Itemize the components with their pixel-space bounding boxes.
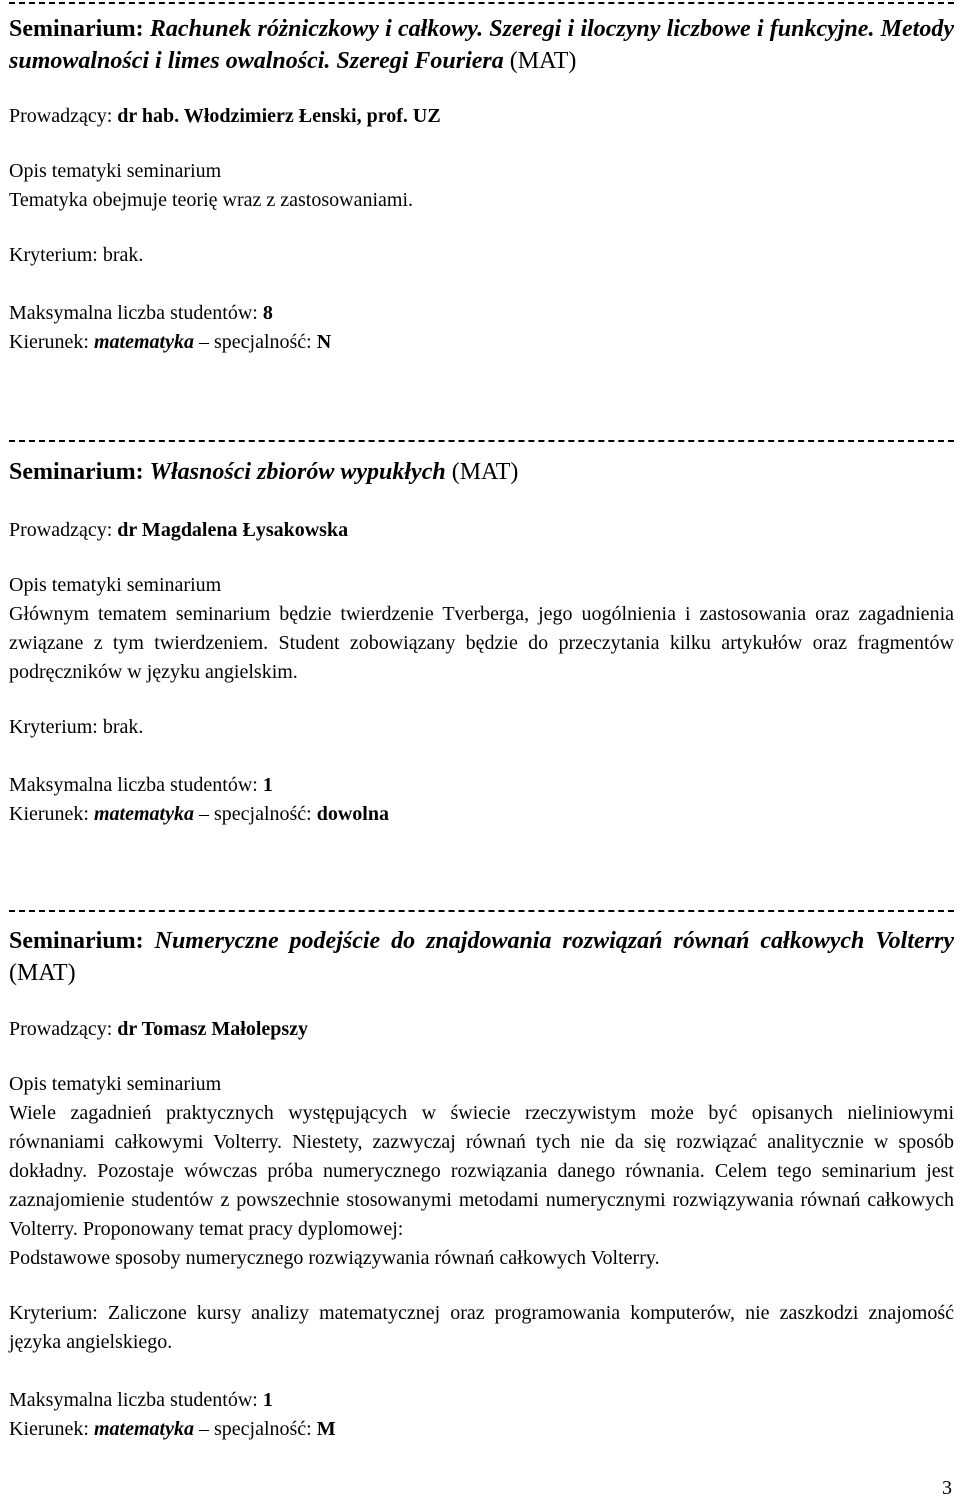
lecturer-label: Prowadzący: <box>9 105 113 127</box>
direction-line <box>9 328 954 357</box>
dash: – <box>198 331 209 353</box>
specialty-label: specjalność: <box>213 331 312 353</box>
direction-value: matematyka <box>93 331 194 353</box>
seminar-entry <box>9 456 954 829</box>
seminar-name: Własności zbiorów wypukłych <box>149 459 446 485</box>
lecturer-name: dr hab. Włodzimierz Łenski, prof. UZ <box>117 105 441 127</box>
lecturer-line <box>9 516 954 545</box>
seminar-entry <box>9 925 954 1444</box>
separator-line <box>9 910 954 912</box>
separator-line <box>9 2 954 4</box>
max-students-value: 1 <box>262 774 273 796</box>
specialty-value: dowolna <box>316 803 389 825</box>
page-number: 3 <box>942 1477 952 1499</box>
seminar-suffix: (MAT) <box>509 48 577 74</box>
direction-label: Kierunek: <box>9 803 89 825</box>
direction-line <box>9 1415 954 1444</box>
direction-value: matematyka <box>93 803 194 825</box>
max-students-line <box>9 1386 954 1415</box>
direction-label: Kierunek: <box>9 1418 89 1440</box>
topic-description: Wiele zagadnień praktycznych występujących w świecie rzeczywistym może być opisanych nieliniowymi równaniami całkowymi Volterry. Niestety, zazwyczaj równań tych nie da się rozwiązać analitycznie w sposób dokładny. Pozostaje wówczas próba numerycznego rozwiązania danego równania. Celem tego seminarium jest zaznajomienie studentów z powszechnie stosowanymi metodami numerycznymi rozwiązywania równań całkowych Volterry. Proponowany temat pracy dyplomowej: <box>9 1102 954 1240</box>
criterion: Kryterium: Zaliczone kursy analizy matematycznej oraz programowania komputerów, nie zaszkodzi znajomość języka angielskiego. <box>9 1302 954 1353</box>
topic-description: Tematyka obejmuje teorię wraz z zastosowaniami. <box>9 189 413 211</box>
max-students-line <box>9 771 954 800</box>
seminar-title <box>9 456 954 488</box>
max-students-value: 8 <box>262 302 273 324</box>
seminar-suffix: (MAT) <box>451 459 519 485</box>
seminar-name: Rachunek różniczkowy i całkowy. Szeregi i iloczyny liczbowe i funkcyjne. Metody sumowalności i limes owalności. Szeregi Fouriera <box>9 16 954 74</box>
seminar-title <box>9 13 954 77</box>
criterion: Kryterium: brak. <box>9 716 144 738</box>
direction-label: Kierunek: <box>9 331 89 353</box>
seminar-title <box>9 925 954 989</box>
topic-heading: Opis tematyki seminarium <box>9 160 222 182</box>
lecturer-label: Prowadzący: <box>9 1018 113 1040</box>
max-students-value: 1 <box>262 1389 273 1411</box>
topic-description: Głównym tematem seminarium będzie twierdzenie Tverberga, jego uogólnienia i zastosowania oraz zagadnienia związane z tym twierdzeniem. Student zobowiązany będzie do przeczytania kilku artykułów oraz fragmentów podręczników w języku angielskim. <box>9 603 954 683</box>
max-students-label: Maksymalna liczba studentów: <box>9 302 258 324</box>
separator-line <box>9 440 954 442</box>
dash: – <box>198 803 209 825</box>
dash: – <box>198 1418 209 1440</box>
lecturer-name: dr Tomasz Małolepszy <box>117 1018 309 1040</box>
seminar-prefix: Seminarium: <box>9 16 144 42</box>
seminar-prefix: Seminarium: <box>9 459 144 485</box>
seminar-name: Numeryczne podejście do znajdowania rozwiązań równań całkowych Volterry <box>154 928 954 954</box>
topic-heading: Opis tematyki seminarium <box>9 1073 222 1095</box>
direction-line <box>9 800 954 829</box>
lecturer-line <box>9 102 954 131</box>
seminar-entry <box>9 13 954 357</box>
specialty-label: specjalność: <box>213 1418 312 1440</box>
specialty-label: specjalność: <box>213 803 312 825</box>
max-students-label: Maksymalna liczba studentów: <box>9 1389 258 1411</box>
max-students-label: Maksymalna liczba studentów: <box>9 774 258 796</box>
lecturer-label: Prowadzący: <box>9 519 113 541</box>
lecturer-line <box>9 1015 954 1044</box>
max-students-line <box>9 299 954 328</box>
topic-heading: Opis tematyki seminarium <box>9 574 222 596</box>
criterion: Kryterium: brak. <box>9 244 144 266</box>
specialty-value: N <box>316 331 332 353</box>
specialty-value: M <box>316 1418 336 1440</box>
thesis-topic: Podstawowe sposoby numerycznego rozwiązywania równań całkowych Volterry. <box>9 1247 660 1269</box>
lecturer-name: dr Magdalena Łysakowska <box>117 519 349 541</box>
direction-value: matematyka <box>93 1418 194 1440</box>
seminar-suffix: (MAT) <box>9 960 76 986</box>
seminar-prefix: Seminarium: <box>9 928 144 954</box>
